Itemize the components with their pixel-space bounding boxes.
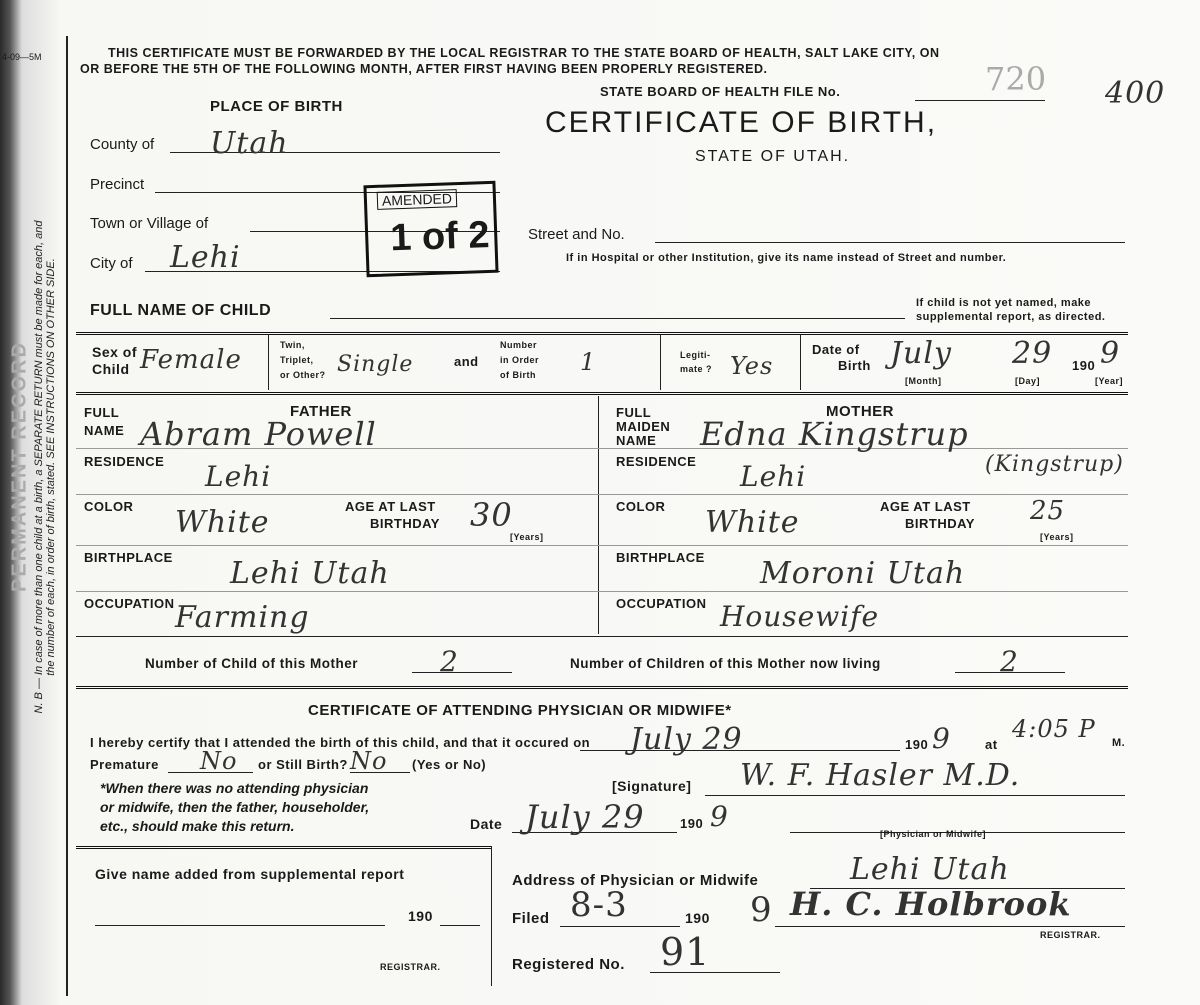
sex-label-1: Sex of (92, 344, 138, 360)
year-caption: [Year] (1095, 376, 1124, 386)
signed-year: 9 (710, 800, 729, 833)
certificate-subtitle: STATE OF UTAH. (695, 148, 851, 165)
father-heading: FATHER (290, 403, 352, 420)
month-caption: [Month] (905, 376, 942, 386)
county-value: Utah (210, 126, 289, 161)
at-label: at (985, 737, 998, 752)
mother-age-label-2: BIRTHDAY (905, 516, 975, 531)
date-label: Date (470, 816, 503, 832)
mother-color-label: COLOR (616, 499, 666, 514)
supplemental-registrar: REGISTRAR. (380, 962, 441, 972)
mother-occupation-label: OCCUPATION (616, 596, 707, 611)
mother-birthplace-label: BIRTHPLACE (616, 550, 705, 565)
dob-year: 9 (1100, 336, 1121, 371)
children-living: 2 (1000, 645, 1019, 678)
dob-year-prefix: 190 (1072, 358, 1096, 373)
registrar-label: REGISTRAR. (1040, 930, 1101, 940)
side-note: N. B — In case of more than one child at a birth, a SEPARATE RETURN must be made for each, and the number of each, in order of birth, stated. SEE INSTRUCTIONS ON OTHER SIDE. (33, 220, 57, 714)
legit-value: Yes (730, 352, 774, 380)
mother-name-label-2: MAIDEN (616, 419, 671, 434)
father-occupation-label: OCCUPATION (84, 596, 175, 611)
street-label: Street and No. (528, 226, 625, 243)
mother-age: 25 (1030, 496, 1066, 526)
order-label-2: in Order (500, 355, 540, 365)
mother-residence-label: RESIDENCE (616, 454, 697, 469)
m-suffix: M. (1112, 737, 1126, 749)
precinct-label: Precinct (90, 176, 145, 193)
place-heading: PLACE OF BIRTH (210, 98, 343, 115)
mother-name: Edna Kingstrup (700, 415, 969, 453)
amended-stamp (363, 181, 498, 278)
mother-birthplace: Moroni Utah (760, 556, 966, 591)
signed-date: July 29 (525, 798, 645, 836)
mother-name-label-3: NAME (616, 433, 657, 448)
mother-color: White (705, 505, 800, 540)
mother-name-label-1: FULL (616, 405, 652, 420)
cert-year: 9 (932, 722, 951, 755)
father-birthplace: Lehi Utah (230, 556, 390, 591)
physician-address: Lehi Utah (850, 852, 1010, 887)
file-number: 720 (985, 60, 1047, 98)
father-age: 30 (470, 496, 513, 534)
physician-heading: CERTIFICATE OF ATTENDING PHYSICIAN OR MIDWIFE* (308, 702, 732, 719)
child-number-label: Number of Child of this Mother (145, 656, 358, 671)
filed-date: 8-3 (570, 885, 628, 925)
father-name-label-2: NAME (84, 423, 125, 438)
supplemental-year-prefix: 190 (408, 908, 433, 924)
father-age-label-1: AGE AT LAST (345, 499, 436, 514)
certificate-title: CERTIFICATE OF BIRTH, (545, 106, 938, 139)
father-years-caption: [Years] (510, 532, 544, 542)
filed-year-prefix: 190 (685, 910, 710, 926)
legit-label-2: mate ? (680, 364, 713, 374)
order-label-3: of Birth (500, 370, 536, 380)
father-color: White (175, 505, 270, 540)
sex-value: Female (140, 345, 242, 375)
form-code: 4-09—5M (2, 52, 42, 62)
reg-no-label: Registered No. (512, 956, 625, 973)
child-number: 2 (440, 645, 459, 678)
twin-label-1: Twin, (280, 340, 305, 350)
cert-year-prefix: 190 (905, 737, 929, 752)
note-line-1: *When there was no attending physician (100, 780, 369, 796)
mother-name-correction: (Kingstrup) (985, 452, 1124, 477)
stamp-main: 1 of 2 (389, 213, 491, 260)
dob-label-2: Birth (838, 358, 871, 373)
town-label: Town or Village of (90, 215, 209, 232)
sex-label-2: Child (92, 361, 130, 377)
address-label: Address of Physician or Midwife (512, 872, 759, 889)
side-faint-text: PERMANENT RECORD (8, 341, 31, 592)
header-line-2: OR BEFORE THE 5TH OF THE FOLLOWING MONTH, AFTER FIRST HAVING BEEN PROPERLY REGISTERED. (80, 62, 768, 76)
children-living-label: Number of Children of this Mother now living (570, 656, 881, 671)
cert-time: 4:05 P (1012, 715, 1096, 743)
dob-day: 29 (1012, 336, 1053, 371)
registrar-signature: H. C. Holbrook (790, 885, 1072, 923)
premature-value: No (200, 747, 238, 775)
premature-label: Premature (90, 757, 159, 772)
file-label: STATE BOARD OF HEALTH FILE No. (600, 84, 841, 99)
county-label: County of (90, 136, 155, 153)
mother-occupation: Housewife (720, 600, 880, 633)
reg-no: 91 (660, 930, 711, 974)
father-occupation: Farming (175, 600, 310, 635)
order-value: 1 (580, 348, 597, 376)
dob-month: July (890, 336, 952, 371)
dob-label-1: Date of (812, 342, 860, 357)
note-line-2: or midwife, then the father, householder, (100, 799, 370, 815)
city-label: City of (90, 255, 133, 272)
header-line-1: THIS CERTIFICATE MUST BE FORWARDED BY THE LOCAL REGISTRAR TO THE STATE BOARD OF HEALTH, SALT LAKE CITY, ON (108, 46, 940, 60)
still-value: No (350, 747, 388, 775)
stamp-top: AMENDED (377, 189, 458, 210)
father-age-label-2: BIRTHDAY (370, 516, 440, 531)
certify-text: I hereby certify that I attended the birth of this child, and that it occured on (90, 735, 591, 750)
and-label: and (454, 354, 479, 369)
hospital-note: If in Hospital or other Institution, give its name instead of Street and number. (566, 252, 1007, 264)
order-label-1: Number (500, 340, 538, 350)
legit-label-1: Legiti- (680, 350, 711, 360)
supplemental-label: Give name added from supplemental report (95, 866, 405, 882)
filed-year: 9 (750, 890, 773, 930)
margin-note: 400 (1105, 76, 1166, 111)
note-line-3: etc., should make this return. (100, 818, 295, 834)
mother-heading: MOTHER (826, 403, 894, 420)
yes-no-label: (Yes or No) (412, 757, 487, 772)
mother-age-label-1: AGE AT LAST (880, 499, 971, 514)
still-label: or Still Birth? (258, 757, 348, 772)
name-note-2: supplemental report, as directed. (916, 311, 1106, 323)
father-birthplace-label: BIRTHPLACE (84, 550, 173, 565)
father-color-label: COLOR (84, 499, 134, 514)
twin-value: Single (337, 352, 414, 377)
cert-date: July 29 (630, 722, 743, 757)
physician-signature: W. F. Hasler M.D. (740, 758, 1021, 793)
father-name-label-1: FULL (84, 405, 120, 420)
twin-label-2: Triplet, (280, 355, 314, 365)
father-name: Abram Powell (140, 415, 377, 453)
father-residence: Lehi (205, 460, 272, 493)
signed-year-prefix: 190 (680, 816, 704, 831)
mother-residence: Lehi (740, 460, 807, 493)
signature-label: [Signature] (612, 778, 692, 794)
mother-years-caption: [Years] (1040, 532, 1074, 542)
twin-label-3: or Other? (280, 370, 326, 380)
child-name-label: FULL NAME OF CHILD (90, 302, 272, 319)
filed-label: Filed (512, 910, 550, 927)
day-caption: [Day] (1015, 376, 1041, 386)
city-value: Lehi (170, 240, 241, 275)
name-note-1: If child is not yet named, make (916, 297, 1092, 309)
father-residence-label: RESIDENCE (84, 454, 165, 469)
role-caption: [Physician or Midwife] (880, 829, 987, 839)
